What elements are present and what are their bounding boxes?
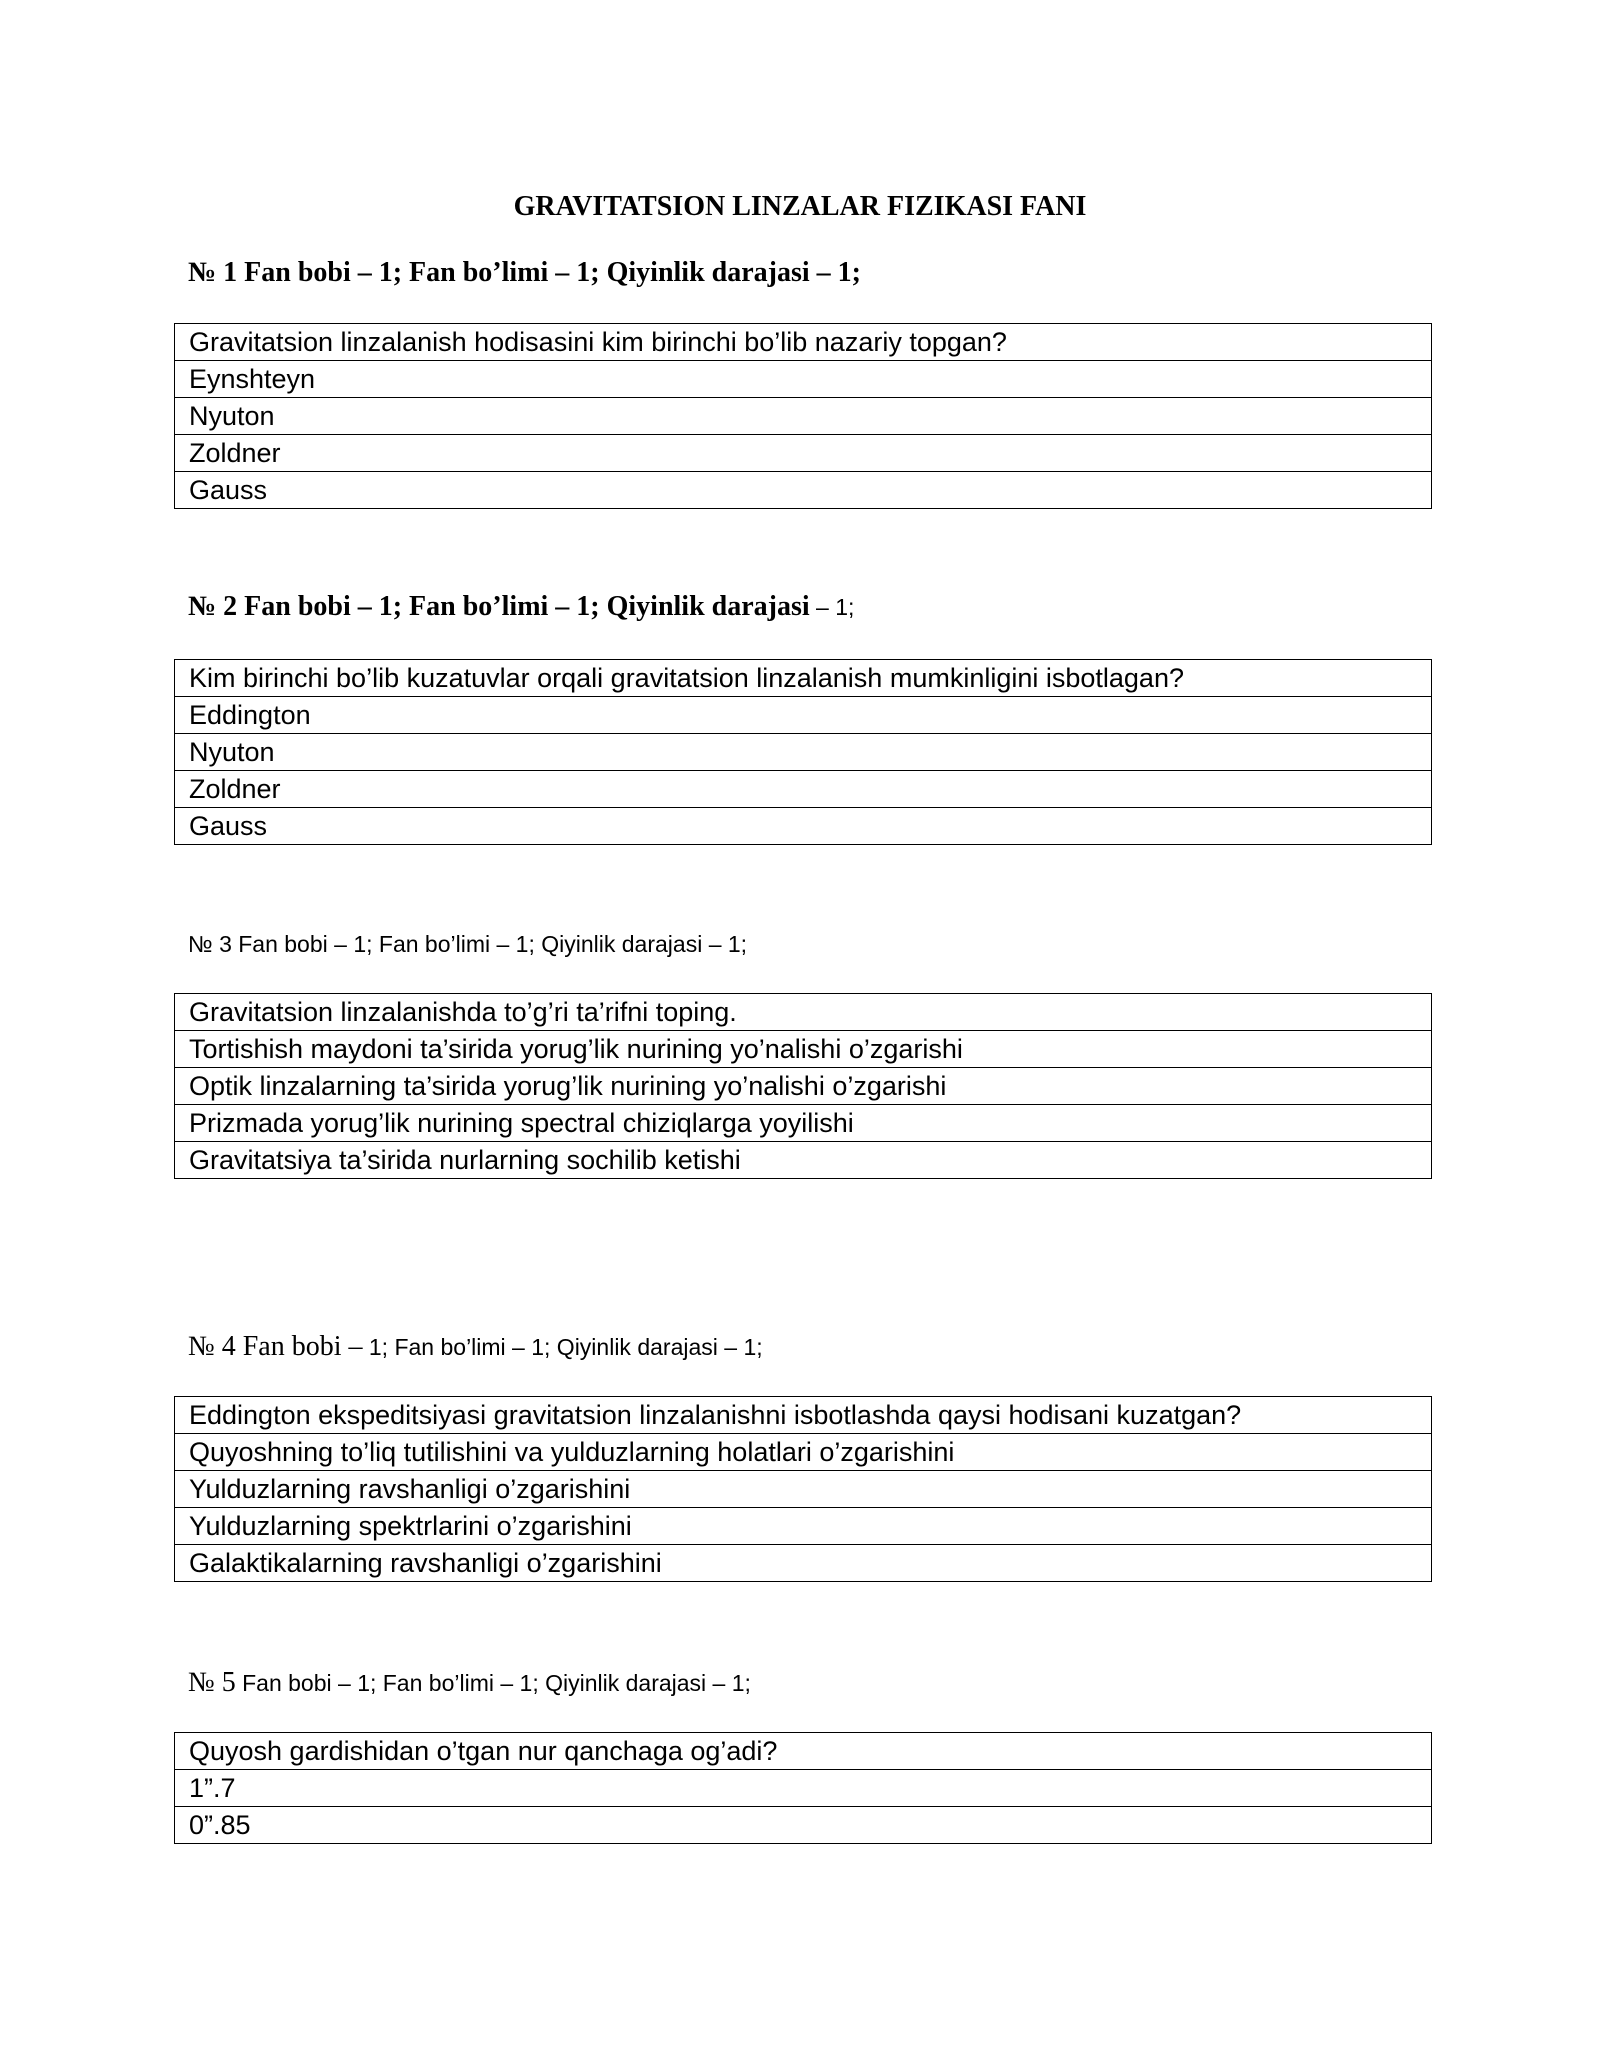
question-5-header: [188, 1666, 751, 1704]
question-1-header: № 1 Fan bobi – 1; Fan bo’limi – 1; Qiyinlik darajasi – 1;: [188, 257, 861, 288]
question-5-table: [174, 1732, 1432, 1844]
document-title: GRAVITATSION LINZALAR FIZIKASI FANI: [513, 191, 1087, 222]
question-3-header: № 3 Fan bobi – 1; Fan bo’limi – 1; Qiyinlik darajasi – 1;: [188, 931, 748, 957]
question-1-option-3: Zoldner: [175, 435, 1432, 472]
question-3-option-2: Optik linzalarning ta’sirida yorug’lik nurining yo’nalishi o’zgarishi: [175, 1068, 1432, 1105]
question-2-option-2: Nyuton: [175, 734, 1432, 771]
question-2-header-bold: № 2 Fan bobi – 1; Fan bo’limi – 1; Qiyinlik darajasi: [188, 591, 810, 622]
question-5-header-tail: Fan bobi – 1; Fan bo’limi – 1; Qiyinlik darajasi – 1;: [235, 1670, 751, 1696]
question-4-option-2: Yulduzlarning ravshanligi o’zgarishini: [175, 1471, 1432, 1508]
question-4-option-4: Galaktikalarning ravshanligi o’zgarishini: [175, 1545, 1432, 1582]
question-3-option-1: Tortishish maydoni ta’sirida yorug’lik nurining yo’nalishi o’zgarishi: [175, 1031, 1432, 1068]
question-2-option-1: Eddington: [175, 697, 1432, 734]
question-3-text: Gravitatsion linzalanishda to’g’ri ta’rifni toping.: [175, 994, 1432, 1031]
question-5-text: Quyosh gardishidan o’tgan nur qanchaga og’adi?: [175, 1733, 1432, 1770]
question-2-option-3: Zoldner: [175, 771, 1432, 808]
question-1-text: Gravitatsion linzalanish hodisasini kim birinchi bo’lib nazariy topgan?: [175, 324, 1432, 361]
question-4-header-tail: 1; Fan bo’limi – 1; Qiyinlik darajasi – 1;: [362, 1334, 763, 1360]
question-1-option-2: Nyuton: [175, 398, 1432, 435]
question-2-header-tail: – 1;: [809, 594, 855, 620]
question-2-text: Kim birinchi bo’lib kuzatuvlar orqali gravitatsion linzalanish mumkinligini isbotlagan?: [175, 660, 1432, 697]
question-4-header-serif: № 4 Fan bobi –: [188, 1331, 363, 1362]
question-1-table: [174, 323, 1432, 509]
question-4-header: [188, 1330, 763, 1368]
question-3-option-4: Gravitatsiya ta’sirida nurlarning sochilib ketishi: [175, 1142, 1432, 1179]
question-1-option-4: Gauss: [175, 472, 1432, 509]
question-1-option-1: Eynshteyn: [175, 361, 1432, 398]
question-4-table: [174, 1396, 1432, 1582]
question-3-option-3: Prizmada yorug’lik nurining spectral chiziqlarga yoyilishi: [175, 1105, 1432, 1142]
question-4-text: Eddington ekspeditsiyasi gravitatsion linzalanishni isbotlashda qaysi hodisani kuzatgan?: [175, 1397, 1432, 1434]
question-2-option-4: Gauss: [175, 808, 1432, 845]
question-2-header: [188, 590, 854, 624]
question-4-option-3: Yulduzlarning spektrlarini o’zgarishini: [175, 1508, 1432, 1545]
question-3-table: [174, 993, 1432, 1179]
question-5-header-serif: № 5: [188, 1667, 236, 1698]
question-4-option-1: Quyoshning to’liq tutilishini va yulduzlarning holatlari o’zgarishini: [175, 1434, 1432, 1471]
question-5-option-1: 1”.7: [175, 1770, 1432, 1807]
question-2-table: [174, 659, 1432, 845]
question-5-option-2: 0”.85: [175, 1807, 1432, 1844]
